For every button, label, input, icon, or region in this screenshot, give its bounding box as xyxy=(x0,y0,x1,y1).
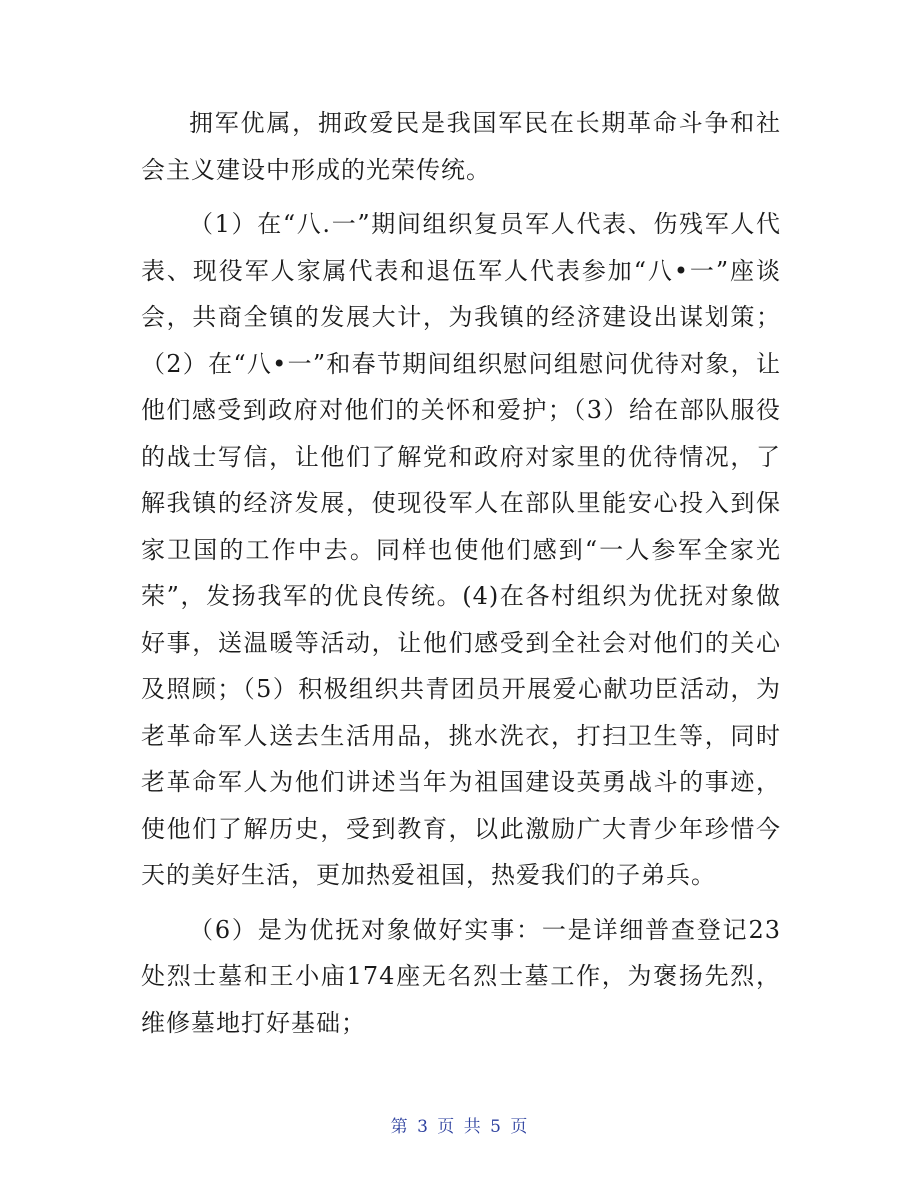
paragraph-practical-matters: （6）是为优抚对象做好实事：一是详细普查登记23处烈士墓和王小庙174座无名烈士墓工作，为褒扬先烈，维修墓地打好基础； xyxy=(141,915,781,1037)
page-number-footer: 第 3 页 共 5 页 xyxy=(390,1117,530,1137)
paragraph-intro: 拥军优属，拥政爱民是我国军民在长期革命斗争和社会主义建设中形成的光荣传统。 xyxy=(141,109,781,184)
document-body xyxy=(141,100,781,1046)
paragraph-activities: （1）在“八.一”期间组织复员军人代表、伤残军人代表、现役军人家属代表和退伍军人代表参加“八•一”座谈会，共商全镇的发展大计，为我镇的经济建设出谋划策；（2）在“八•一”和春节期间组织慰问组慰问优待对象，让他们感受到政府对他们的关怀和爱护；（3）给在部队服役的战士写信，让他们了解党和政府对家里的优待情况，了解我镇的经济发展，使现役军人在部队里能安心投入到保家卫国的工作中去。同样也使他们感到“一人参军全家光荣”，发扬我军的优良传统。(4)在各村组织为优抚对象做好事，送温暖等活动，让他们感受到全社会对他们的关心及照顾；（5）积极组织共青团员开展爱心献功臣活动，为老革命军人送去生活用品，挑水洗衣，打扫卫生等，同时老革命军人为他们讲述当年为祖国建设英勇战斗的事迹，使他们了解历史，受到教育，以此激励广大青少年珍惜今天的美好生活，更加热爱祖国，热爱我们的子弟兵。 xyxy=(141,210,781,889)
